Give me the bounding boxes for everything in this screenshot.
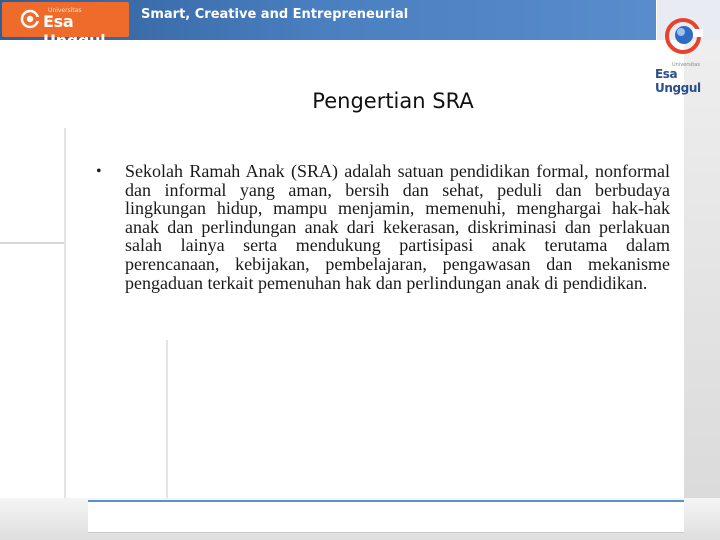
emblem-subtitle: Universitas [672, 62, 700, 68]
university-logo-icon [20, 9, 40, 29]
bullet-marker: • [96, 163, 102, 180]
logo-wordmark: Esa Unggul [43, 12, 106, 50]
background-vertical-line [166, 340, 168, 500]
left-divider-line [0, 242, 66, 244]
slide-title: Pengertian SRA [312, 89, 474, 113]
header-logo [2, 2, 129, 50]
header-bar [0, 0, 720, 50]
university-emblem-icon [663, 15, 703, 61]
logo-subtitle: Universitas [48, 7, 82, 14]
emblem-wordmark: Esa Unggul [655, 67, 701, 95]
footer-bar [88, 500, 684, 533]
definition-paragraph: Sekolah Ramah Anak (SRA) adalah satuan pendidikan formal, nonformal dan informal yang aman, bersih dan sehat, peduli dan berbudaya lingkungan hidup, mampu menjamin, memenuhi, menghargai hak-hak anak dan perlindungan anak dari kekerasan, diskriminasi dan perlakuan salah lainya serta mendukung partisipasi anak terutama dalam perencanaan, kebijakan, pembelajaran, pengawasan dan mekanisme pengaduan terkait pemenuhan hak dan perlindungan anak di pendidikan. [125, 161, 670, 293]
header-tagline: Smart, Creative and Entrepreneurial [141, 7, 409, 22]
